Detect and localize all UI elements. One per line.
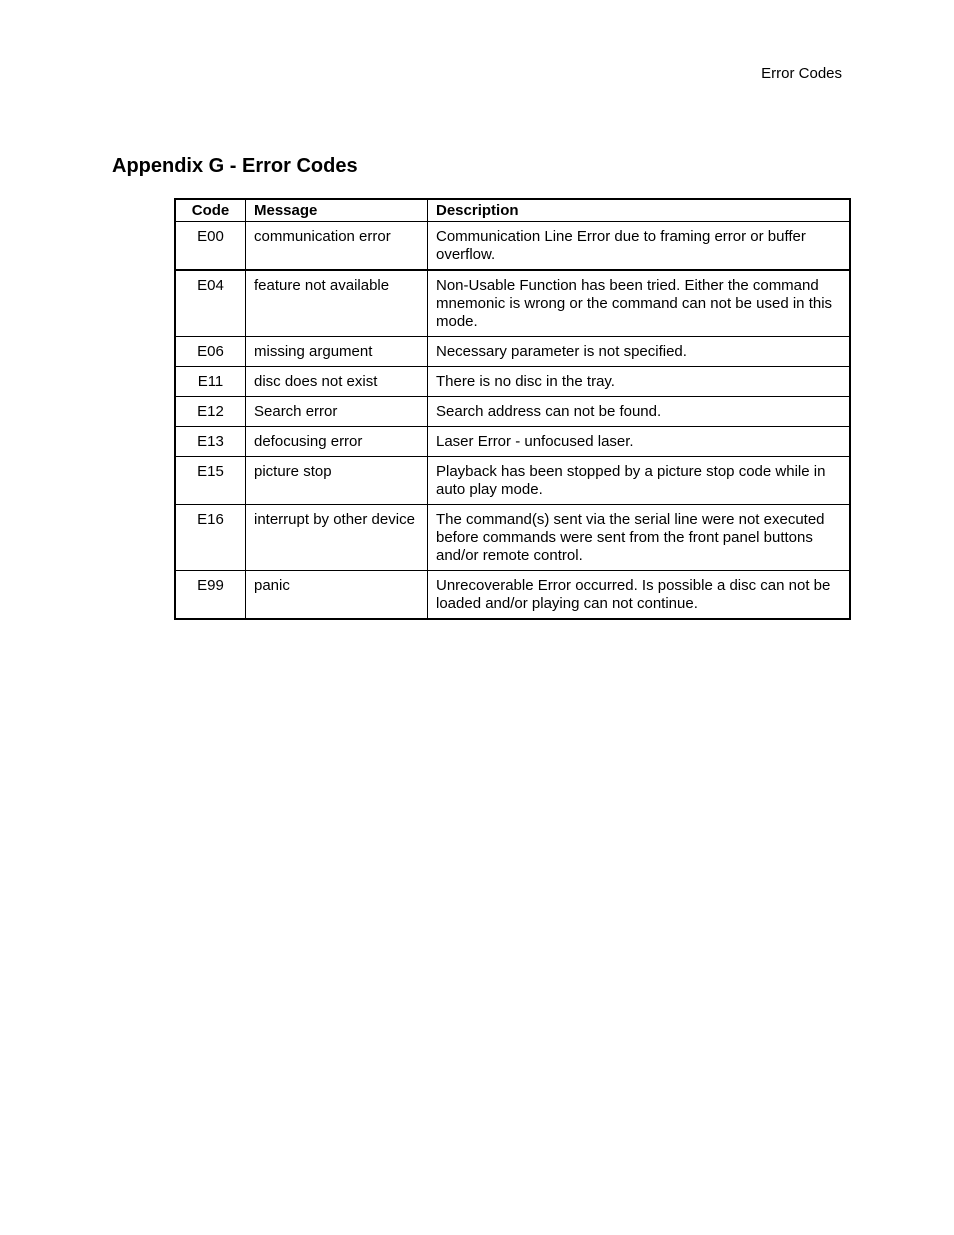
column-header-message: Message — [246, 199, 428, 222]
table-header-row — [175, 199, 850, 222]
error-description-cell: Playback has been stopped by a picture stop code while in auto play mode. — [428, 457, 851, 505]
error-description-cell: The command(s) sent via the serial line were not executed before commands were sent from the front panel buttons and/or remote control. — [428, 505, 851, 571]
error-description-cell: There is no disc in the tray. — [428, 367, 851, 397]
error-message-cell: Search error — [246, 397, 428, 427]
error-code-cell: E15 — [175, 457, 246, 505]
error-message-cell: picture stop — [246, 457, 428, 505]
table-row — [175, 427, 850, 457]
error-description-cell: Necessary parameter is not specified. — [428, 337, 851, 367]
table-row — [175, 337, 850, 367]
error-codes-table — [174, 198, 851, 620]
error-code-cell: E16 — [175, 505, 246, 571]
error-code-cell: E06 — [175, 337, 246, 367]
error-code-cell: E99 — [175, 571, 246, 620]
table-row — [175, 367, 850, 397]
error-message-cell: feature not available — [246, 270, 428, 337]
table-row — [175, 571, 850, 620]
error-description-cell: Non-Usable Function has been tried. Either the command mnemonic is wrong or the command can not be used in this mode. — [428, 270, 851, 337]
error-message-cell: panic — [246, 571, 428, 620]
error-description-cell: Unrecoverable Error occurred. Is possible a disc can not be loaded and/or playing can not continue. — [428, 571, 851, 620]
table-row — [175, 397, 850, 427]
error-message-cell: communication error — [246, 222, 428, 271]
error-description-cell: Search address can not be found. — [428, 397, 851, 427]
error-message-cell: interrupt by other device — [246, 505, 428, 571]
table-row — [175, 222, 850, 271]
error-code-cell: E13 — [175, 427, 246, 457]
error-code-cell: E04 — [175, 270, 246, 337]
error-message-cell: defocusing error — [246, 427, 428, 457]
table-row — [175, 457, 850, 505]
table-row — [175, 270, 850, 337]
column-header-description: Description — [428, 199, 851, 222]
error-code-cell: E12 — [175, 397, 246, 427]
page-title: Appendix G - Error Codes — [112, 155, 358, 177]
table-row — [175, 505, 850, 571]
running-header: Error Codes — [761, 65, 842, 82]
error-description-cell: Communication Line Error due to framing error or buffer overflow. — [428, 222, 851, 271]
error-message-cell: disc does not exist — [246, 367, 428, 397]
error-code-cell: E11 — [175, 367, 246, 397]
error-description-cell: Laser Error - unfocused laser. — [428, 427, 851, 457]
error-message-cell: missing argument — [246, 337, 428, 367]
error-code-cell: E00 — [175, 222, 246, 271]
column-header-code: Code — [175, 199, 246, 222]
